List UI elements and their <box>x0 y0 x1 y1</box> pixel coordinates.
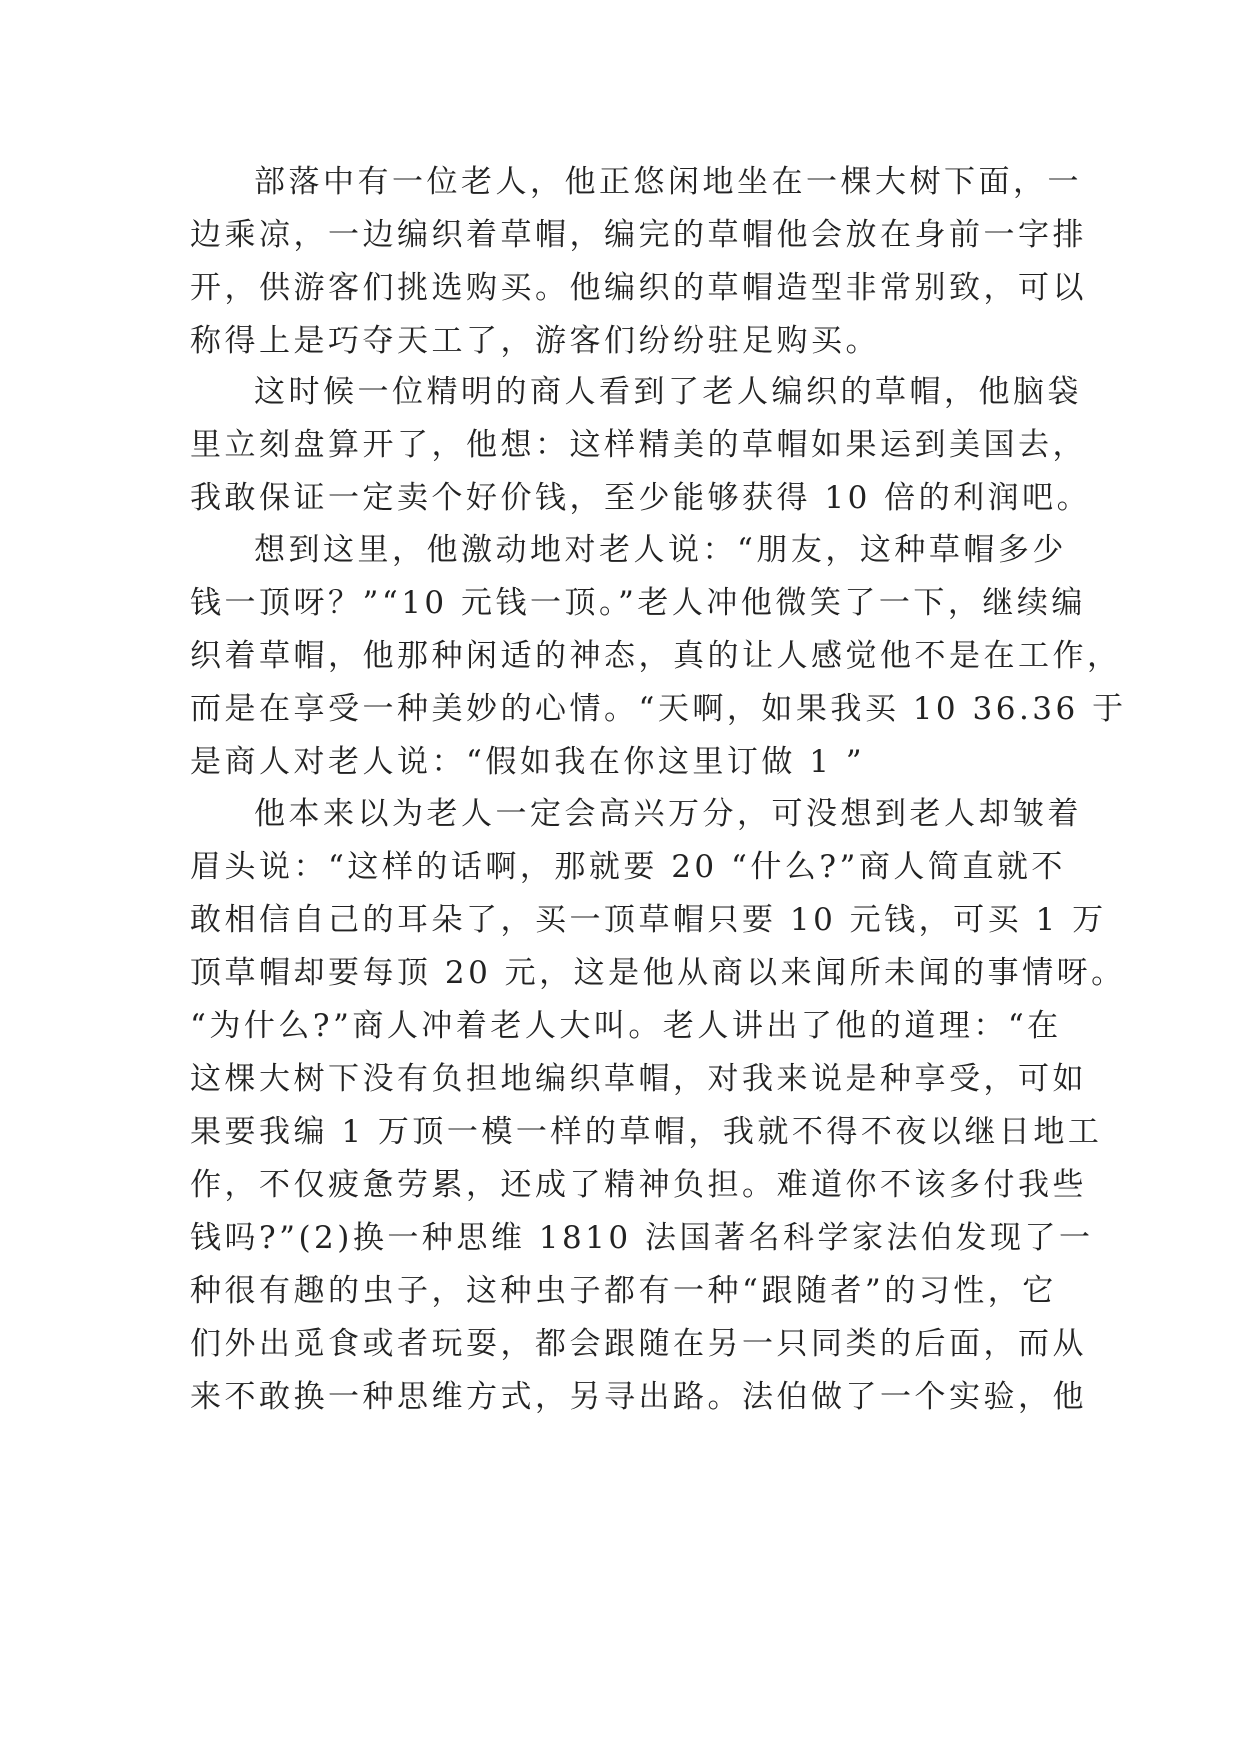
text-line: 这棵大树下没有负担地编织草帽，对我来说是种享受，可如 <box>190 1061 1087 1097</box>
text-line: 想到这里，他激动地对老人说：“朋友，这种草帽多少 <box>254 532 1067 568</box>
text-line: 是商人对老人说：“假如我在你这里订做 1 ” <box>190 744 866 780</box>
text-line: 果要我编 1 万顶一模一样的草帽，我就不得不夜以继日地工 <box>190 1114 1103 1150</box>
text-line: 眉头说：“这样的话啊，那就要 20 “什么?”商人简直就不 <box>190 849 1066 885</box>
text-line: 边乘凉，一边编织着草帽，编完的草帽他会放在身前一字排 <box>190 217 1087 253</box>
text-line: 称得上是巧夺天工了，游客们纷纷驻足购买。 <box>190 323 880 359</box>
text-line: 钱一顶呀？”“10 元钱一顶。”老人冲他微笑了一下，继续编 <box>190 585 1086 621</box>
text-line: 作，不仅疲惫劳累，还成了精神负担。难道你不该多付我些 <box>190 1167 1087 1203</box>
text-line: “为什么?”商人冲着老人大叫。老人讲出了他的道理：“在 <box>190 1008 1062 1044</box>
text-line: 开，供游客们挑选购买。他编织的草帽造型非常别致，可以 <box>190 270 1087 306</box>
text-line: 我敢保证一定卖个好价钱，至少能够获得 10 倍的利润吧。 <box>190 480 1092 516</box>
text-line: 织着草帽，他那种闲适的神态，真的让人感觉他不是在工作， <box>190 638 1122 674</box>
text-line: 敢相信自己的耳朵了，买一顶草帽只要 10 元钱，可买 1 万 <box>190 902 1107 938</box>
text-line: 们外出觅食或者玩耍，都会跟随在另一只同类的后面，而从 <box>190 1326 1087 1362</box>
text-line: 部落中有一位老人，他正悠闲地坐在一棵大树下面，一 <box>254 164 1082 200</box>
text-line: 种很有趣的虫子，这种虫子都有一种“跟随者”的习性，它 <box>190 1273 1057 1309</box>
text-line: 这时候一位精明的商人看到了老人编织的草帽，他脑袋 <box>254 374 1082 410</box>
text-line: 顶草帽却要每顶 20 元，这是他从商以来闻所未闻的事情呀。 <box>190 955 1126 991</box>
text-line: 他本来以为老人一定会高兴万分，可没想到老人却皱着 <box>254 796 1082 832</box>
text-line: 而是在享受一种美妙的心情。“天啊，如果我买 10 36.36 于 <box>190 691 1127 727</box>
text-line: 来不敢换一种思维方式，另寻出路。法伯做了一个实验，他 <box>190 1379 1087 1415</box>
text-line: 钱吗?”(2)换一种思维 1810 法国著名科学家法伯发现了一 <box>190 1220 1094 1256</box>
text-line: 里立刻盘算开了，他想：这样精美的草帽如果运到美国去， <box>190 427 1087 463</box>
